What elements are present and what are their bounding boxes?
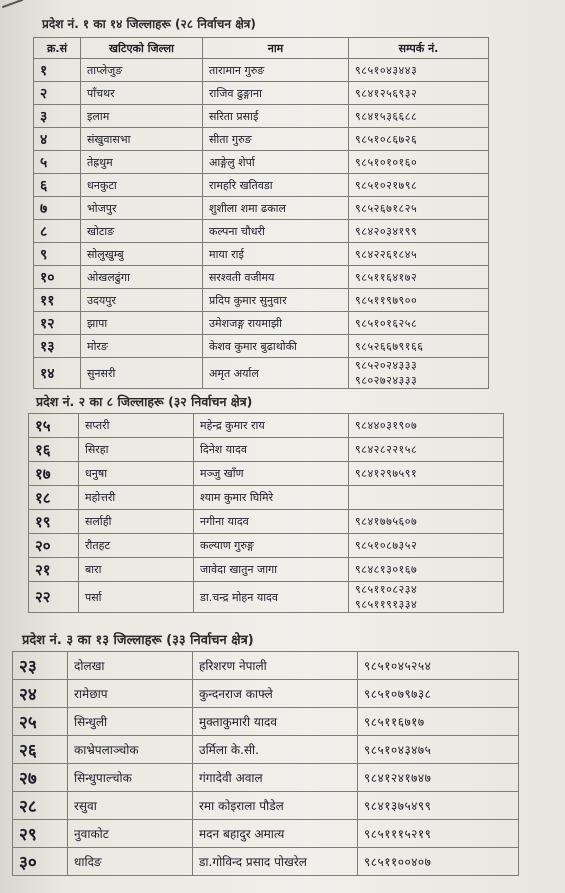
province1-title: प्रदेश नं. १ का १४ जिल्लाहरू (२८ निर्वाचन क्षेत्र): [42, 17, 256, 31]
contact-number: ९८५२६६७९१६६: [349, 335, 489, 358]
table-row: [29, 414, 504, 438]
serial-number: १६: [29, 438, 79, 462]
table-row: [34, 335, 489, 358]
serial-number: २०: [29, 534, 79, 558]
serial-number: १८: [29, 486, 79, 510]
district-name: सर्लाही: [79, 510, 194, 534]
district-name: रौतहट: [79, 534, 194, 558]
district-name: सिन्धुली: [68, 708, 193, 736]
person-name: कुन्दनराज काफ्ले: [193, 680, 358, 708]
table-row: [34, 151, 489, 174]
person-name: रामहरि खतिवडा: [203, 174, 349, 197]
contact-number: ९८५११६७१७: [358, 708, 519, 736]
person-name: मदन बहादुर अमात्य: [193, 820, 358, 848]
serial-number: २७: [13, 764, 68, 792]
header-district: खटिएको जिल्ला: [81, 38, 203, 59]
person-name: सीता गुरुङ: [203, 128, 349, 151]
district-name: खोटाङ: [81, 220, 203, 243]
serial-number: १५: [29, 414, 79, 438]
table-row: [13, 848, 519, 876]
province3-rows: [13, 652, 519, 876]
table-row: [34, 312, 489, 335]
table-row: [34, 128, 489, 151]
serial-number: ७: [34, 197, 81, 220]
district-name: ओखलढुंगा: [81, 266, 203, 289]
person-name: अमृत अर्याल: [203, 358, 349, 389]
person-name: तारामान गुरुङ: [203, 59, 349, 82]
contact-number: ९८५११६४१७२: [349, 266, 489, 289]
header-sn: क्र.सं: [34, 38, 81, 59]
table-row: [34, 105, 489, 128]
table-row: [13, 792, 519, 820]
district-name: धनकुटा: [81, 174, 203, 197]
person-name: हरिशरण नेपाली: [193, 652, 358, 680]
contact-number: ९८५११०८२३४ ९८५११९१३३४: [349, 582, 504, 613]
table-row: [34, 197, 489, 220]
district-name: सिन्धुपाल्चोक: [68, 764, 193, 792]
person-name: दिनेश यादव: [194, 438, 349, 462]
district-name: रसुवा: [68, 792, 193, 820]
serial-number: २: [34, 82, 81, 105]
serial-number: ९: [34, 243, 81, 266]
table-row: [29, 582, 504, 613]
district-name: झापा: [81, 312, 203, 335]
province3-table: [12, 651, 519, 876]
contact-number: ९८५१०७९७३८: [358, 680, 519, 708]
table-row: [34, 289, 489, 312]
district-name: संखुवासभा: [81, 128, 203, 151]
person-name: रमा कोइराला पौडेल: [193, 792, 358, 820]
table-row: [13, 680, 519, 708]
person-name: माया राई: [203, 243, 349, 266]
table-row: [29, 438, 504, 462]
contact-number: ९८४१७७५६०७: [349, 510, 504, 534]
person-name: कल्याण गुरुङ्ग: [194, 534, 349, 558]
province3-title: प्रदेश नं. ३ का १३ जिल्लाहरू (३३ निर्वाचन क्षेत्र): [22, 633, 254, 648]
serial-number: १७: [29, 462, 79, 486]
pen-mark: [2, 0, 28, 21]
district-name: तेह्रथुम: [81, 151, 203, 174]
district-name: सुनसरी: [81, 358, 203, 389]
contact-number: ९८५१०४५२५४: [358, 652, 519, 680]
table-row: [34, 59, 489, 82]
serial-number: २३: [13, 652, 68, 680]
serial-number: १०: [34, 266, 81, 289]
province1-table: [33, 37, 489, 389]
table-header-row: [34, 38, 489, 59]
contact-number: ९८५१०४३४४३: [349, 59, 489, 82]
district-name: भोजपुर: [81, 197, 203, 220]
district-name: काभ्रेपलाञ्चोक: [68, 736, 193, 764]
table-row: [13, 736, 519, 764]
district-name: इलाम: [81, 105, 203, 128]
person-name: कल्पना चौधरी: [203, 220, 349, 243]
header-name: नाम: [203, 38, 349, 59]
person-name: मञ्जु खाँण: [194, 462, 349, 486]
contact-number: [349, 486, 504, 510]
header-contact: सम्पर्क नं.: [349, 38, 489, 59]
serial-number: ४: [34, 128, 81, 151]
table-row: [13, 764, 519, 792]
district-name: पर्सा: [79, 582, 194, 613]
serial-number: ३: [34, 105, 81, 128]
serial-number: ११: [34, 289, 81, 312]
district-name: रामेछाप: [68, 680, 193, 708]
contact-number: ९८४१२५६९३२: [349, 82, 489, 105]
contact-number: ९८४२८२२१५८: [349, 438, 504, 462]
serial-number: २४: [13, 680, 68, 708]
table-row: [13, 708, 519, 736]
district-name: उदयपुर: [81, 289, 203, 312]
person-name: महेन्द्र कुमार राय: [194, 414, 349, 438]
person-name: प्रदिप कुमार सुनुवार: [203, 289, 349, 312]
person-name: सरिता प्रसाई: [203, 105, 349, 128]
person-name: आङ्गेलु शेर्पा: [203, 151, 349, 174]
serial-number: ६: [34, 174, 81, 197]
table-row: [29, 486, 504, 510]
person-name: शुशीला शमा ढकाल: [203, 197, 349, 220]
contact-number: ९८५२६७१८२५: [349, 197, 489, 220]
contact-number: ९८५१०१०१६०: [349, 151, 489, 174]
district-name: धादिङ: [68, 848, 193, 876]
contact-number: ९८४२०३४१९९: [349, 220, 489, 243]
table-row: [29, 510, 504, 534]
serial-number: १३: [34, 335, 81, 358]
contact-number: ९८५१०८६७२६: [349, 128, 489, 151]
contact-number: ९८४८१३०१६७: [349, 558, 504, 582]
table-row: [29, 462, 504, 486]
contact-number: ९८५१०४३४७५: [358, 736, 519, 764]
district-name: मोरङ: [81, 335, 203, 358]
table-row: [34, 220, 489, 243]
serial-number: १२: [34, 312, 81, 335]
district-name: धनुषा: [79, 462, 194, 486]
contact-number: ९८४१२९७५९१: [349, 462, 504, 486]
province1-rows: [34, 59, 489, 389]
person-name: श्याम कुमार घिमिरे: [194, 486, 349, 510]
serial-number: ८: [34, 220, 81, 243]
province2-rows: [29, 414, 504, 613]
table-row: [34, 82, 489, 105]
contact-number: ९८५११९७९००: [349, 289, 489, 312]
person-name: सरश्वती वजीमय: [203, 266, 349, 289]
table-row: [34, 243, 489, 266]
contact-number: ९८५१११५२१९: [358, 820, 519, 848]
table-row: [13, 820, 519, 848]
district-name: ताप्लेजुङ: [81, 59, 203, 82]
district-name: सप्तरी: [79, 414, 194, 438]
serial-number: २९: [13, 820, 68, 848]
district-name: सोलुखुम्बु: [81, 243, 203, 266]
district-name: महोत्तरी: [79, 486, 194, 510]
contact-number: ९८४४०३१९०७: [349, 414, 504, 438]
serial-number: २२: [29, 582, 79, 613]
contact-number: ९८५११००४०७: [358, 848, 519, 876]
province2-title: प्रदेश नं. २ का ८ जिल्लाहरू (३२ निर्वाचन क्षेत्र): [36, 394, 253, 409]
serial-number: २१: [29, 558, 79, 582]
province2-table: [28, 413, 504, 613]
person-name: डा.गोविन्द प्रसाद पोखरेल: [193, 848, 358, 876]
person-name: मुक्ताकुमारी यादव: [193, 708, 358, 736]
table-row: [29, 534, 504, 558]
contact-number: ९८५१०१६२५८: [349, 312, 489, 335]
person-name: केशव कुमार बुढाथोकी: [203, 335, 349, 358]
contact-number: ९८५१०८७३५२: [349, 534, 504, 558]
district-name: बारा: [79, 558, 194, 582]
serial-number: २८: [13, 792, 68, 820]
table-row: [29, 558, 504, 582]
district-name: दोलखा: [68, 652, 193, 680]
person-name: डा.चन्द्र मोहन यादव: [194, 582, 349, 613]
table-row: [34, 358, 489, 389]
serial-number: १: [34, 59, 81, 82]
serial-number: २६: [13, 736, 68, 764]
district-name: सिरहा: [79, 438, 194, 462]
serial-number: १४: [34, 358, 81, 389]
person-name: जावेदा खातुन जागा: [194, 558, 349, 582]
person-name: राजिव ढुङ्गाना: [203, 82, 349, 105]
table-row: [13, 652, 519, 680]
serial-number: १९: [29, 510, 79, 534]
serial-number: ३०: [13, 848, 68, 876]
person-name: उमेशजङ्ग रायमाझी: [203, 312, 349, 335]
table-row: [34, 266, 489, 289]
contact-number: ९८४१३७५४९९: [358, 792, 519, 820]
district-name: पाँचथर: [81, 82, 203, 105]
serial-number: ५: [34, 151, 81, 174]
contact-number: ९८४१२४१७४७: [358, 764, 519, 792]
person-name: उर्मिला के.सी.: [193, 736, 358, 764]
person-name: नगीना यादव: [194, 510, 349, 534]
serial-number: २५: [13, 708, 68, 736]
contact-number: ९८५२०२४३३३ ९८०२७२४३३३: [349, 358, 489, 389]
person-name: गंगादेवी अवाल: [193, 764, 358, 792]
contact-number: ९८४१५३६६८८: [349, 105, 489, 128]
district-name: नुवाकोट: [68, 820, 193, 848]
contact-number: ९८५१०२१७९८: [349, 174, 489, 197]
table-row: [34, 174, 489, 197]
contact-number: ९८४२२६१८४५: [349, 243, 489, 266]
